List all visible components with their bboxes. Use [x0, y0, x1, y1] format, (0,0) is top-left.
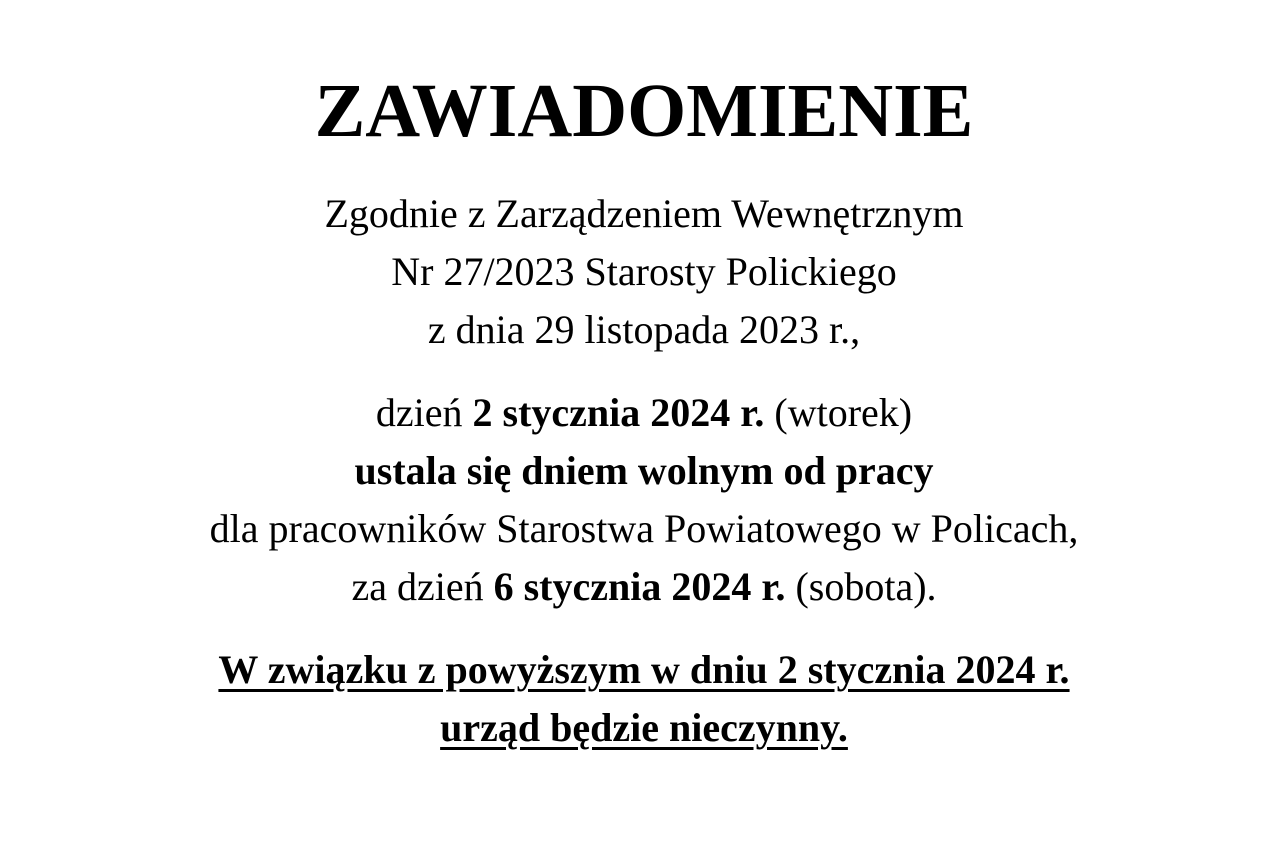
day-off-line-2: ustala się dniem wolnym od pracy	[354, 448, 934, 493]
closure-line-2	[0, 699, 1288, 757]
notice-title: ZAWIADOMIENIE	[314, 69, 974, 153]
day-off-weekday: (wtorek)	[764, 390, 913, 435]
reference-line-3: z dnia 29 listopada 2023 r.,	[427, 307, 861, 352]
closure-line-2-text: urząd będzie nieczynny.	[440, 705, 848, 750]
day-off-line-1	[0, 384, 1288, 442]
reference-line-2: Nr 27/2023 Starosty Polickiego	[391, 249, 897, 294]
reference-line-1: Zgodnie z Zarządzeniem Wewnętrznym	[324, 191, 964, 236]
regulation-reference	[0, 185, 1288, 359]
day-off-line-4	[0, 558, 1288, 616]
closure-line-1	[0, 641, 1288, 699]
day-off-date: 2 stycznia 2024 r.	[472, 390, 765, 435]
compensation-prefix: za dzień	[351, 564, 494, 609]
day-off-prefix: dzień	[375, 390, 473, 435]
closure-line-1-text: W związku z powyższym w dniu 2 stycznia 2024 r.	[218, 647, 1070, 692]
day-off-line-3: dla pracowników Starostwa Powiatowego w Policach,	[209, 506, 1079, 551]
day-off-statement	[0, 384, 1288, 616]
compensation-date: 6 stycznia 2024 r.	[493, 564, 786, 609]
compensation-weekday: (sobota).	[785, 564, 937, 609]
office-closed-statement	[0, 641, 1288, 757]
